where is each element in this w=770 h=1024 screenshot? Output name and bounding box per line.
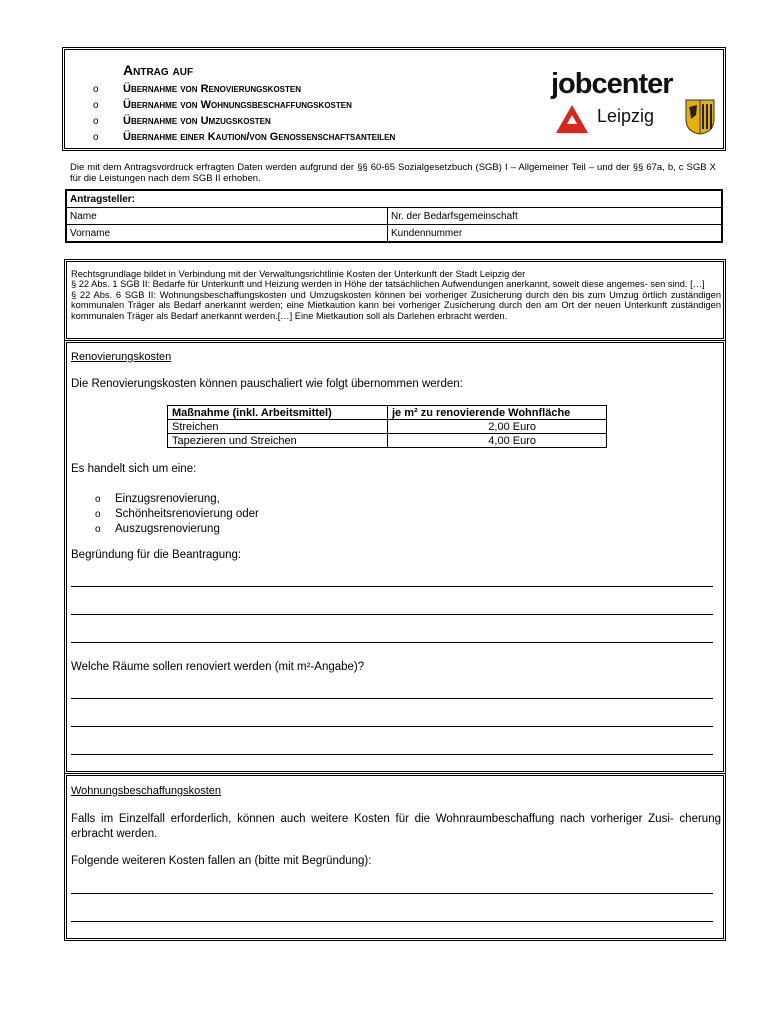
reason-label: Begründung für die Beantragung: [71, 549, 242, 561]
checkbox-circle-icon[interactable]: o [93, 132, 99, 143]
form-type-item[interactable]: o Übernahme einer Kaution/von Genossenschaftsanteilen [93, 129, 395, 145]
checkbox-circle-icon[interactable]: o [95, 509, 101, 520]
arbeitsagentur-icon [555, 104, 589, 134]
legal-line: Rechtsgrundlage bildet in Verbindung mit der Verwaltungsrichtlinie Kosten der Unterkunft der Stadt Leipzig der [71, 269, 526, 279]
rooms-question: Welche Räume sollen renoviert werden (mit m²-Angabe)? [71, 661, 365, 673]
table-header: je m² zu renovierende Wohnfläche [388, 406, 607, 420]
table-row: Tapezieren und Streichen 4,00 Euro [168, 434, 607, 448]
reason-line-1[interactable] [71, 586, 713, 587]
checkbox-circle-icon[interactable]: o [95, 494, 101, 505]
customer-number-field[interactable]: Kundennummer [388, 225, 723, 243]
rooms-line-3[interactable] [71, 754, 713, 755]
form-type-item[interactable]: o Übernahme von Renovierungskosten [93, 81, 395, 97]
form-type-item[interactable]: o Übernahme von Wohnungsbeschaffungskosten [93, 97, 395, 113]
logo-wordmark: jobcenter [551, 68, 673, 100]
legal-basis-text [71, 269, 721, 321]
legal-line: § 22 Abs. 1 SGB II: Bedarfe für Unterkunft und Heizung werden in Höhe der tatsächlichen Aufwendungen anerkannt, soweit diese angemes- sen sind. […] [71, 279, 705, 290]
form-type-list [93, 81, 395, 145]
legal-basis-box [64, 259, 726, 341]
applicant-title: Antragsteller: [66, 190, 722, 208]
housing-intro: Falls im Einzelfall erforderlich, können auch weitere Kosten für die Wohnraumbeschaffung nach vorheriger Zusi- cherung erbracht werden. [71, 813, 721, 840]
form-header [62, 47, 726, 151]
rooms-line-2[interactable] [71, 726, 713, 727]
form-type-item[interactable]: o Übernahme von Umzugskosten [93, 113, 395, 129]
section-title: Wohnungsbeschaffungskosten [71, 785, 222, 797]
table-row: Streichen 2,00 Euro [168, 420, 607, 434]
section-title: Renovierungskosten [71, 351, 172, 363]
further-costs-line-2[interactable] [71, 921, 713, 922]
bg-number-field[interactable]: Nr. der Bedarfsgemeinschaft [388, 208, 723, 225]
renovation-type-options [71, 492, 259, 537]
checkbox-circle-icon[interactable]: o [93, 100, 99, 111]
form-title: Antrag auf [123, 62, 194, 78]
checkbox-circle-icon[interactable]: o [95, 524, 101, 535]
logo-city: Leipzig [597, 106, 655, 126]
name-field[interactable]: Name [66, 208, 388, 225]
renovation-section [64, 340, 726, 774]
option-item[interactable]: o Schönheitsrenovierung oder [71, 507, 259, 522]
table-header: Maßnahme (inkl. Arbeitsmittel) [168, 406, 388, 420]
first-name-field[interactable]: Vorname [66, 225, 388, 243]
option-item[interactable]: o Einzugsrenovierung, [71, 492, 259, 507]
checkbox-circle-icon[interactable]: o [93, 84, 99, 95]
reason-line-3[interactable] [71, 642, 713, 643]
jobcenter-logo [551, 68, 719, 136]
further-costs-line-1[interactable] [71, 893, 713, 894]
housing-section [64, 773, 726, 941]
further-costs-label: Folgende weiteren Kosten fallen an (bitte mit Begründung): [71, 855, 372, 867]
legal-line: § 22 Abs. 6 SGB II: Wohnungsbeschaffungskosten und Umzugskosten können bei vorheriger Zusicherung durch den bis zum Umzug örtlich zuständigen kommunalen Träger als Bedarf anerkannt werden; eine Mietkaution kann bei vorheriger Zusicherung durch den am Ort der neuen Unterkunft zuständigen kommunalen Träger als Bedarf anerkannt werden.[…] Eine Mietkaution soll als Darlehen erbracht werden. [71, 289, 721, 321]
checkbox-circle-icon[interactable]: o [93, 116, 99, 127]
data-protection-notice: Die mit dem Antragsvordruck erfragten Daten werden aufgrund der §§ 60-65 Sozialgesetzbuch (SGB) I – Allgemeiner Teil – und der §§ 67a, b, c SGB X für die Leistungen nach dem SGB II erhoben. [70, 162, 716, 184]
renovation-intro: Die Renovierungskosten können pauschaliert wie folgt übernommen werden: [71, 378, 463, 390]
rooms-line-1[interactable] [71, 698, 713, 699]
leipzig-crest-icon [685, 99, 715, 135]
type-question: Es handelt sich um eine: [71, 463, 197, 475]
reason-line-2[interactable] [71, 614, 713, 615]
applicant-table [65, 189, 723, 243]
rates-table [167, 405, 607, 448]
option-item[interactable]: o Auszugsrenovierung [71, 522, 259, 537]
